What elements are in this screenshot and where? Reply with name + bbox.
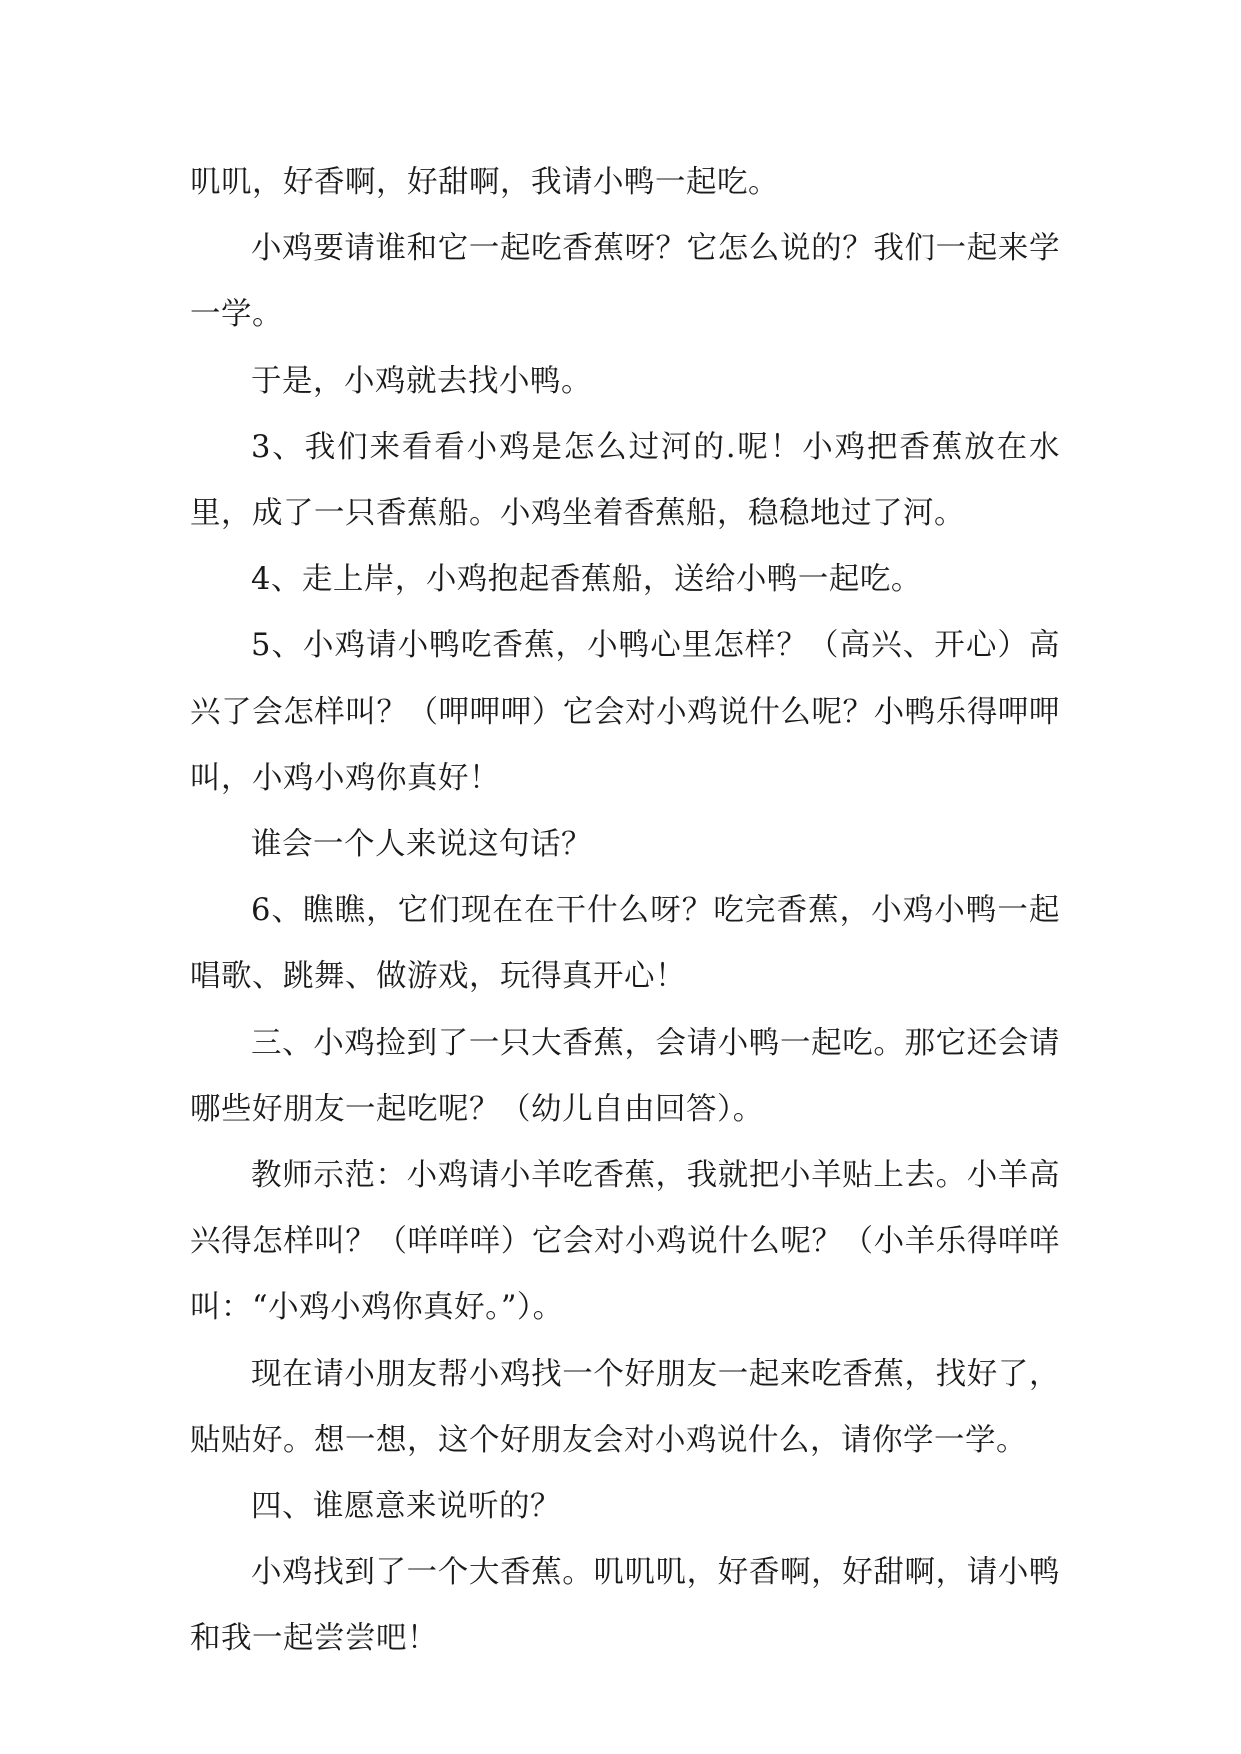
paragraph: 四、谁愿意来说听的？	[251, 1489, 561, 1525]
paragraph: 小鸡要请谁和它一起吃香蕉呀？它怎么说的？我们一起来学一学。	[190, 231, 1060, 333]
paragraph: 谁会一个人来说这句话？	[251, 827, 592, 863]
paragraph: 于是，小鸡就去找小鸭。	[251, 363, 592, 399]
paragraph: 叽叽，好香啊，好甜啊，我请小鸭一起吃。	[190, 165, 779, 200]
paragraph: 现在请小朋友帮小鸡找一个好朋友一起来吃香蕉，找好了，贴贴好。想一想，这个好朋友会对小鸡说什么，请你学一学。	[190, 1356, 1060, 1458]
paragraph: 6、瞧瞧，它们现在在干什么呀？吃完香蕉，小鸡小鸭一起唱歌、跳舞、做游戏，玩得真开心！	[190, 893, 1060, 995]
document-body	[190, 150, 1060, 1673]
paragraph: 三、小鸡捡到了一只大香蕉，会请小鸭一起吃。那它还会请哪些好朋友一起吃呢？（幼儿自由回答）。	[190, 1025, 1060, 1127]
paragraph: 4、走上岸，小鸡抱起香蕉船，送给小鸭一起吃。	[251, 562, 922, 598]
paragraph: 5、小鸡请小鸭吃香蕉，小鸭心里怎样？（高兴、开心）高兴了会怎样叫？（呷呷呷）它会对小鸡说什么呢？小鸭乐得呷呷叫，小鸡小鸡你真好！	[190, 628, 1060, 796]
paragraph: 教师示范：小鸡请小羊吃香蕉，我就把小羊贴上去。小羊高兴得怎样叫？（咩咩咩）它会对小鸡说什么呢？（小羊乐得咩咩叫：“小鸡小鸡你真好。”）。	[190, 1158, 1060, 1326]
paragraph: 小鸡找到了一个大香蕉。叽叽叽，好香啊，好甜啊，请小鸭和我一起尝尝吧！	[190, 1555, 1060, 1657]
paragraph: 3、我们来看看小鸡是怎么过河的.呢！小鸡把香蕉放在水里，成了一只香蕉船。小鸡坐着香蕉船，稳稳地过了河。	[190, 429, 1060, 532]
